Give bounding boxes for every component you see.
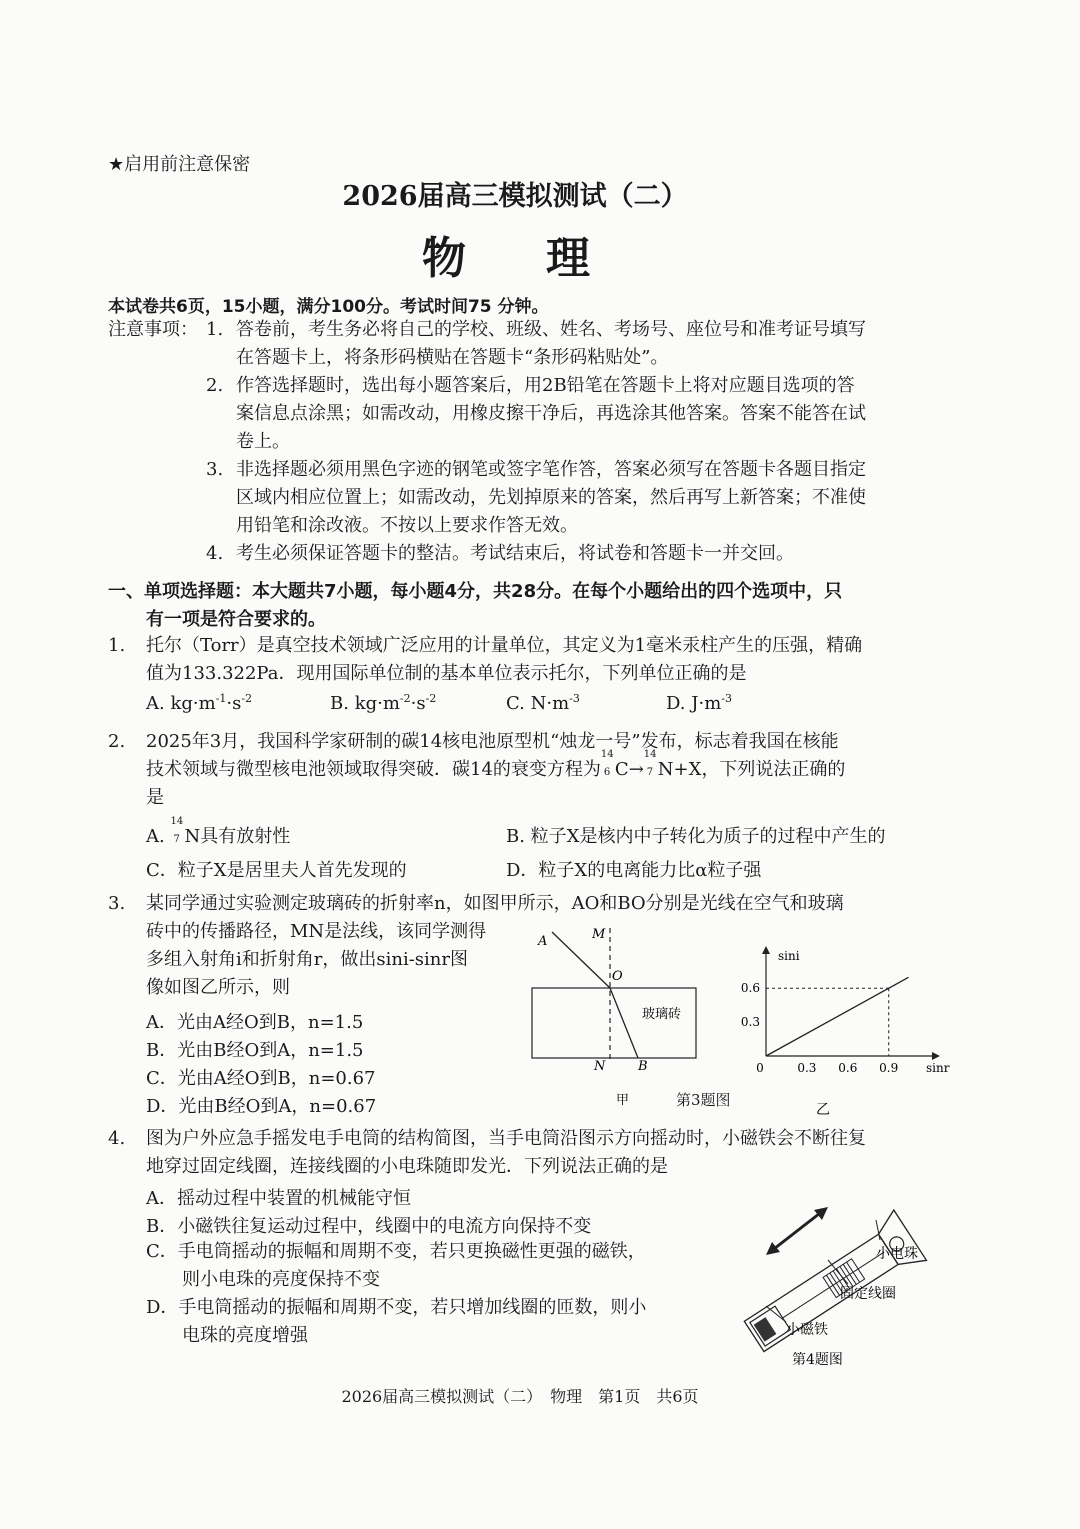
label-magnet: 小磁铁 <box>786 1322 828 1338</box>
q3-figure-jia <box>524 918 704 1114</box>
instruction-line: 答卷前，考生务必将自己的学校、班级、姓名、考场号、座位号和准考证号填写 <box>236 319 866 340</box>
caption-jia: 甲 <box>616 1093 630 1108</box>
q3-stem-line3: 多组入射角i和折射角r，做出sini-sinr图 <box>146 949 468 970</box>
x-axis-label: sinr <box>926 1061 950 1075</box>
q4-option-c[interactable]: C．手电筒摇动的振幅和周期不变，若只更换磁性更强的磁铁， 则小电珠的亮度保持不变 <box>146 1241 646 1290</box>
q3-number: 3. <box>108 893 126 914</box>
q1-number: 1. <box>108 635 126 656</box>
instruction-line: 作答选择题时，选出每小题答案后，用2B铅笔在答题卡上将对应题目选项的答 <box>236 375 855 396</box>
q4-number: 4. <box>108 1128 126 1149</box>
section-heading <box>108 578 842 634</box>
section-heading-line1: 一、单项选择题：本大题共7小题，每小题4分，共28分。在每个小题给出的四个选项中，只 <box>108 581 843 602</box>
q3-option-d[interactable]: D．光由B经O到A，n=0.67 <box>146 1096 377 1117</box>
x-tick-label: 0 <box>756 1061 764 1075</box>
lamp-head <box>872 1210 926 1274</box>
instruction-line: 在答题卡上，将条形码横贴在答题卡“条形码粘贴处”。 <box>236 347 669 368</box>
series-line <box>766 977 909 1056</box>
label-a: A <box>538 934 548 949</box>
q3-option-c[interactable]: C．光由A经O到B，n=0.67 <box>146 1068 376 1089</box>
magnet-shape <box>754 1317 777 1341</box>
instructions-list <box>206 316 938 568</box>
section-heading-line2: 有一项是符合要求的。 <box>146 609 326 630</box>
q4-figure-caption: 第4题图 <box>792 1352 843 1368</box>
q4-option-a[interactable]: A．摇动过程中装置的机械能守恒 <box>146 1188 411 1209</box>
instruction-line: 非选择题必须用黑色字迹的钢笔或签字笔作答，答案必须写在答题卡各题目指定 <box>236 459 866 480</box>
label-b: B <box>638 1059 648 1074</box>
q2-stem-line2: 技术领域与微型核电池领域取得突破．碳14的衰变方程为 14 6 C→ 14 7 N+X，下列说法正确的 <box>146 749 846 780</box>
ray-ob <box>610 988 638 1058</box>
q1-stem-line2: 值为133.322Pa．现用国际单位制的基本单位表示托尔，下列单位正确的是 <box>146 663 747 684</box>
q2-stem-line1: 2025年3月，我国科学家研制的碳14核电池原型机“烛龙一号”发布，标志着我国在核能 <box>146 731 839 752</box>
flashlight-body <box>738 1210 927 1362</box>
q3-option-b[interactable]: B．光由B经O到A，n=1.5 <box>146 1040 364 1061</box>
y-tick-label: 0.6 <box>740 981 760 996</box>
label-n: N <box>594 1059 606 1074</box>
q3-stem-line1: 某同学通过实验测定玻璃砖的折射率n，如图甲所示，AO和BO分别是光线在空气和玻璃 <box>146 893 844 914</box>
instruction-item <box>206 456 938 540</box>
arrowhead-up-icon <box>814 1207 828 1220</box>
q1-option-b[interactable]: B. $kg\cdot m^{-2}\cdot s^{-2}$ <box>330 692 437 714</box>
q4-option-b[interactable]: B．小磁铁往复运动过程中，线圈中的电流方向保持不变 <box>146 1216 592 1237</box>
q3-option-a[interactable]: A．光由A经O到B，n=1.5 <box>146 1012 364 1033</box>
instruction-line: 案信息点涂黑；如需改动，用橡皮擦干净后，再选涂其他答案。答案不能答在试 <box>236 403 866 424</box>
q4-flashlight-figure <box>728 1172 948 1372</box>
instruction-number: 2. <box>206 375 224 396</box>
q3-figure-caption: 第3题图 <box>676 1091 731 1109</box>
q2-stem-line3: 是 <box>146 787 164 808</box>
subject-title: 物 理 <box>422 233 608 284</box>
q4-option-d[interactable]: D．手电筒摇动的振幅和周期不变，若只增加线圈的匝数，则小 电珠的亮度增强 <box>146 1297 647 1346</box>
q2-option-d[interactable]: D．粒子X的电离能力比α粒子强 <box>506 860 762 881</box>
chart-caption: 乙 <box>816 1102 830 1118</box>
q1-option-c[interactable]: C. $N\cdot m^{-3}$ <box>506 692 580 714</box>
instruction-item <box>206 540 938 568</box>
q1-option-a[interactable]: A. $kg\cdot m^{-1}\cdot s^{-2}$ <box>146 692 253 714</box>
y-axis-arrow-icon <box>762 946 770 954</box>
q3-chart-yi <box>732 944 950 1118</box>
exam-summary: 本试卷共6页，15小题，满分100分。考试时间75 分钟。 <box>108 297 549 317</box>
label-bulb: 小电珠 <box>876 1246 918 1262</box>
q2-stem <box>146 728 845 812</box>
page-footer: 2026届高三模拟测试（二） 物理 第1页 共6页 <box>341 1387 699 1406</box>
q4-stem-line2: 地穿过固定线圈，连接线圈的小电珠随即发光．下列说法正确的是 <box>146 1156 668 1177</box>
motion-arrow <box>770 1210 824 1252</box>
q1-stem <box>146 632 862 688</box>
q2-option-b[interactable]: B. 粒子X是核内中子转化为质子的过程中产生的 <box>506 826 886 847</box>
q3-stem-line2: 砖中的传播路径，MN是法线，该同学测得 <box>146 921 487 942</box>
x-tick-label: 0.3 <box>797 1061 817 1075</box>
q4-stem-line1: 图为户外应急手摇发电手电筒的结构简图，当手电筒沿图示方向摇动时，小磁铁会不断往复 <box>146 1128 866 1149</box>
q1-option-d[interactable]: D. $J\cdot m^{-3}$ <box>666 692 732 714</box>
y-tick-label: 0.3 <box>740 1015 760 1030</box>
instruction-number: 3. <box>206 459 224 480</box>
x-tick-label: 0.9 <box>879 1061 899 1075</box>
x-axis-arrow-icon <box>932 1052 940 1060</box>
exam-title: 2026届高三模拟测试（二） <box>342 181 688 212</box>
instructions-label: 注意事项： <box>108 319 198 340</box>
instruction-line: 区域内相应位置上；如需改动，先划掉原来的答案，然后再写上新答案；不准使 <box>236 487 866 508</box>
q2-number: 2. <box>108 731 126 752</box>
q2-option-c[interactable]: C．粒子X是居里夫人首先发现的 <box>146 860 407 881</box>
q2-option-a[interactable]: A. 14 7 N具有放射性 <box>146 816 291 847</box>
instruction-item <box>206 316 938 372</box>
label-coil: 固定线圈 <box>840 1286 896 1302</box>
label-o: O <box>612 969 623 984</box>
instruction-number: 1. <box>206 319 224 340</box>
q3-stem-line4: 像如图乙所示，则 <box>146 977 290 998</box>
arrowhead-down-icon <box>766 1242 780 1255</box>
instruction-number: 4. <box>206 543 224 564</box>
y-axis-label: sini <box>778 949 800 963</box>
instruction-line: 用铅笔和涂改液。不按以上要求作答无效。 <box>236 515 578 536</box>
instruction-line: 卷上。 <box>236 431 290 452</box>
instruction-item <box>206 372 938 456</box>
instruction-line: 考生必须保证答题卡的整洁。考试结束后，将试卷和答题卡一并交回。 <box>236 543 794 564</box>
confidential-notice: ★启用前注意保密 <box>108 154 251 175</box>
label-m: M <box>592 927 606 942</box>
q1-stem-line1: 托尔（Torr）是真空技术领域广泛应用的计量单位，其定义为1毫米汞柱产生的压强，精确 <box>146 635 863 656</box>
x-tick-label: 0.6 <box>838 1061 858 1075</box>
label-glass: 玻璃砖 <box>642 1007 682 1022</box>
